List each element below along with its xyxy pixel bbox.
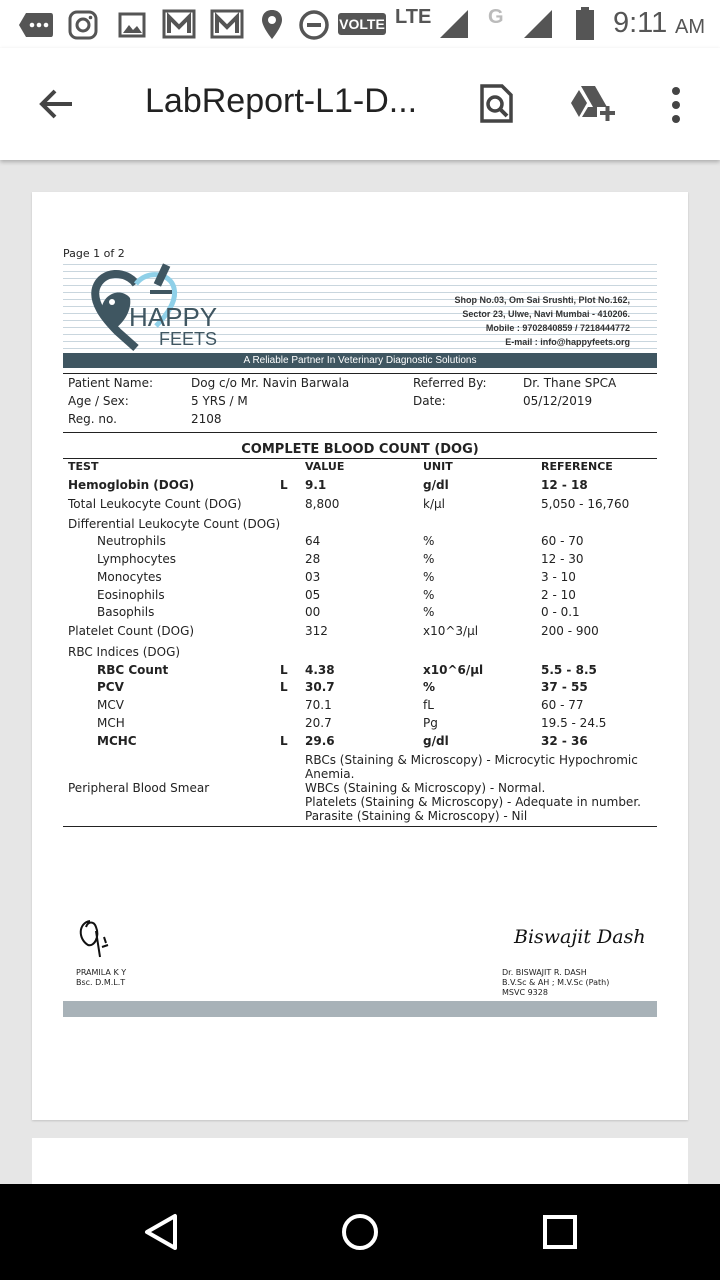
row-value: 9.1 <box>305 478 327 492</box>
row-test: Eosinophils <box>97 588 165 602</box>
row-reference: 0 - 0.1 <box>541 605 580 619</box>
row-unit: g/dl <box>423 734 449 748</box>
row-unit: Pg <box>423 716 438 730</box>
row-value: 312 <box>305 624 328 638</box>
signatory-left-qualification: Bsc. D.M.L.T <box>76 978 126 987</box>
row-reference: 12 - 18 <box>541 478 588 492</box>
row-unit: k/µl <box>423 497 445 511</box>
home-nav-icon[interactable] <box>340 1212 380 1252</box>
footer-band <box>63 1001 657 1017</box>
row-reference: 60 - 77 <box>541 698 584 712</box>
row-reference: 32 - 36 <box>541 734 588 748</box>
row-flag: L <box>280 680 288 694</box>
back-nav-icon[interactable] <box>142 1212 182 1252</box>
address-line-2: Sector 23, Ulwe, Navi Mumbai - 410206. <box>462 309 630 319</box>
row-unit: % <box>423 552 435 566</box>
document-title: LabReport-L1-D... <box>145 82 418 120</box>
smear-line: WBCs (Staining & Microscopy) - Normal. <box>305 781 546 795</box>
row-unit: x10^6/µl <box>423 663 484 677</box>
brand-name-top: HAPPY <box>129 302 218 332</box>
row-value: 4.38 <box>305 663 335 677</box>
page-label: Page 1 of 2 <box>63 247 125 260</box>
row-flag: L <box>280 663 288 677</box>
row-value: 00 <box>305 605 321 619</box>
row-value: 28 <box>305 552 321 566</box>
status-ampm: AM <box>675 16 705 38</box>
row-test: Hemoglobin (DOG) <box>68 478 195 492</box>
row-value: 20.7 <box>305 716 332 730</box>
smear-line: Platelets (Staining & Microscopy) - Adequate in number. <box>305 795 641 809</box>
signatory-left-name: PRAMILA K Y <box>76 968 127 977</box>
row-flag: L <box>280 478 288 492</box>
row-reference: 37 - 55 <box>541 680 588 694</box>
row-reference: 2 - 10 <box>541 588 576 602</box>
row-value: 03 <box>305 570 321 584</box>
navigation-bar <box>0 1184 720 1280</box>
row-value: 30.7 <box>305 680 335 694</box>
row-reference: 5,050 - 16,760 <box>541 497 630 511</box>
row-test: Differential Leukocyte Count (DOG) <box>68 517 281 531</box>
back-arrow-icon[interactable] <box>38 88 74 120</box>
age-sex: 5 YRS / M <box>191 394 248 408</box>
row-test: RBC Count <box>97 663 169 677</box>
row-reference: 19.5 - 24.5 <box>541 716 607 730</box>
status-time: 9:11 <box>613 7 668 39</box>
gmail-icon <box>210 9 244 39</box>
row-value: 29.6 <box>305 734 335 748</box>
referred-by: Dr. Thane SPCA <box>523 376 617 390</box>
row-unit: % <box>423 605 435 619</box>
message-icon <box>18 12 54 38</box>
signatory-right-qualification: B.V.Sc & AH ; M.V.Sc (Path) <box>502 978 610 987</box>
row-test: MCH <box>97 716 125 730</box>
smear-line: Parasite (Staining & Microscopy) - Nil <box>305 809 528 823</box>
section-title: COMPLETE BLOOD COUNT (DOG) <box>241 442 479 457</box>
report-date: 05/12/2019 <box>523 394 593 408</box>
row-reference: 5.5 - 8.5 <box>541 663 597 677</box>
app-bar <box>0 48 720 160</box>
row-test: Neutrophils <box>97 534 166 548</box>
signature-right: Biswajit Dash <box>514 926 646 948</box>
row-test: PCV <box>97 680 124 694</box>
row-unit: % <box>423 570 435 584</box>
secondary-network-type: G <box>488 6 504 28</box>
row-value: 05 <box>305 588 321 602</box>
row-unit: % <box>423 534 435 548</box>
row-value: 8,800 <box>305 497 340 511</box>
age-sex-label: Age / Sex: <box>68 394 129 408</box>
gmail-icon <box>162 9 196 39</box>
smear-line: Anemia. <box>305 767 355 781</box>
row-reference: 3 - 10 <box>541 570 576 584</box>
date-label: Date: <box>413 394 446 408</box>
more-options-icon[interactable] <box>670 86 682 124</box>
recents-nav-icon[interactable] <box>542 1214 578 1250</box>
row-test: Basophils <box>97 605 155 619</box>
signatory-right-name: Dr. BISWAJIT R. DASH <box>502 968 587 977</box>
row-test: Monocytes <box>97 570 162 584</box>
row-value: 64 <box>305 534 321 548</box>
image-icon <box>118 12 146 38</box>
signatory-right-registration: MSVC 9328 <box>502 988 548 997</box>
signal-icon <box>438 8 470 40</box>
row-test: Lymphocytes <box>97 552 176 566</box>
tagline-text: A Reliable Partner In Veterinary Diagnostic Solutions <box>243 355 477 366</box>
patient-name: Dog c/o Mr. Navin Barwala <box>191 376 350 390</box>
do-not-disturb-icon <box>298 9 330 41</box>
signature-left-icon <box>76 917 116 967</box>
row-unit: % <box>423 588 435 602</box>
row-reference: 12 - 30 <box>541 552 584 566</box>
row-value: 70.1 <box>305 698 332 712</box>
column-reference: REFERENCE <box>541 460 613 473</box>
status-bar <box>0 0 720 48</box>
volte-badge: VOLTE <box>338 13 386 35</box>
smear-label: Peripheral Blood Smear <box>68 781 210 795</box>
row-test: MCHC <box>97 734 137 748</box>
row-unit: % <box>423 680 436 694</box>
tagline-banner <box>63 353 657 368</box>
network-type: LTE <box>395 6 432 28</box>
email-address: E-mail : info@happyfeets.org <box>505 337 630 347</box>
row-reference: 60 - 70 <box>541 534 584 548</box>
row-unit: g/dl <box>423 478 449 492</box>
find-in-page-icon[interactable] <box>478 84 514 124</box>
battery-icon <box>574 6 596 42</box>
column-value: VALUE <box>305 460 345 473</box>
brand-name-bottom: FEETS <box>159 329 218 349</box>
document-page[interactable] <box>32 192 688 1120</box>
signal-icon <box>522 8 554 40</box>
row-unit: x10^3/µl <box>423 624 479 638</box>
row-test: Total Leukocyte Count (DOG) <box>68 497 242 511</box>
row-test: Platelet Count (DOG) <box>68 624 195 638</box>
location-icon <box>260 9 284 41</box>
smear-line: RBCs (Staining & Microscopy) - Microcytic Hypochromic <box>305 753 638 767</box>
row-flag: L <box>280 734 288 748</box>
row-unit: fL <box>423 698 434 712</box>
column-test: TEST <box>68 460 99 473</box>
column-unit: UNIT <box>423 460 453 473</box>
row-test: MCV <box>97 698 124 712</box>
row-reference: 200 - 900 <box>541 624 599 638</box>
referred-by-label: Referred By: <box>413 376 487 390</box>
mobile-number: Mobile : 9702840859 / 7218444772 <box>485 323 630 333</box>
address-line-1: Shop No.03, Om Sai Srushti, Plot No.162, <box>454 295 630 305</box>
add-to-drive-icon[interactable] <box>567 84 617 124</box>
instagram-icon <box>68 10 98 40</box>
patient-name-label: Patient Name: <box>68 376 154 390</box>
reg-no: 2108 <box>191 412 222 426</box>
row-test: RBC Indices (DOG) <box>68 645 181 659</box>
reg-no-label: Reg. no. <box>68 412 117 426</box>
